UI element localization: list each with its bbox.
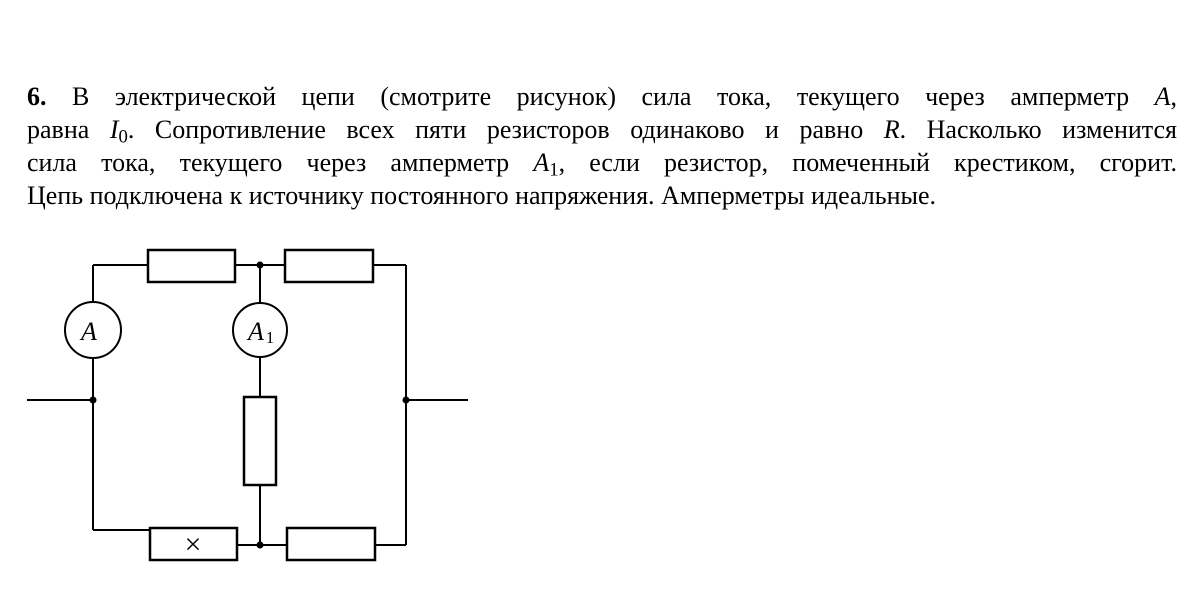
ammeter-a1-label: A: [248, 317, 264, 346]
problem-line-3: сила тока, текущего через амперметр $A_1$, если резистор, помеченный крестиком, сгорит.: [27, 148, 1178, 181]
junction-node-bottom: [257, 542, 264, 549]
junction-node-top: [257, 262, 264, 269]
junction-node-right: [403, 397, 410, 404]
resistor-middle: [244, 397, 276, 485]
problem-line-4: Цепь подключена к источнику постоянного напряжения. Амперметры идеальные.: [27, 181, 937, 210]
resistor-bottom-right: [287, 528, 375, 560]
ammeter-a: [65, 302, 121, 358]
junction-node-left: [90, 397, 97, 404]
ammeter-a1-subscript: 1: [265, 328, 275, 347]
resistor-top-left: [148, 250, 235, 282]
problem-line-1: 6. В электрической цепи (смотрите рисунок) сила тока, текущего через амперметр A,: [27, 82, 1177, 111]
problem-number: 6.: [27, 82, 47, 111]
ammeter-a1: [233, 303, 287, 357]
burned-resistor-cross-icon: ×: [184, 528, 202, 561]
resistor-top-right: [285, 250, 373, 282]
ammeter-a-label: A: [81, 317, 97, 346]
problem-line-2: равна $I_0$. Сопротивление всех пяти резисторов одинаково и равно R. Насколько изменится: [27, 115, 1177, 148]
